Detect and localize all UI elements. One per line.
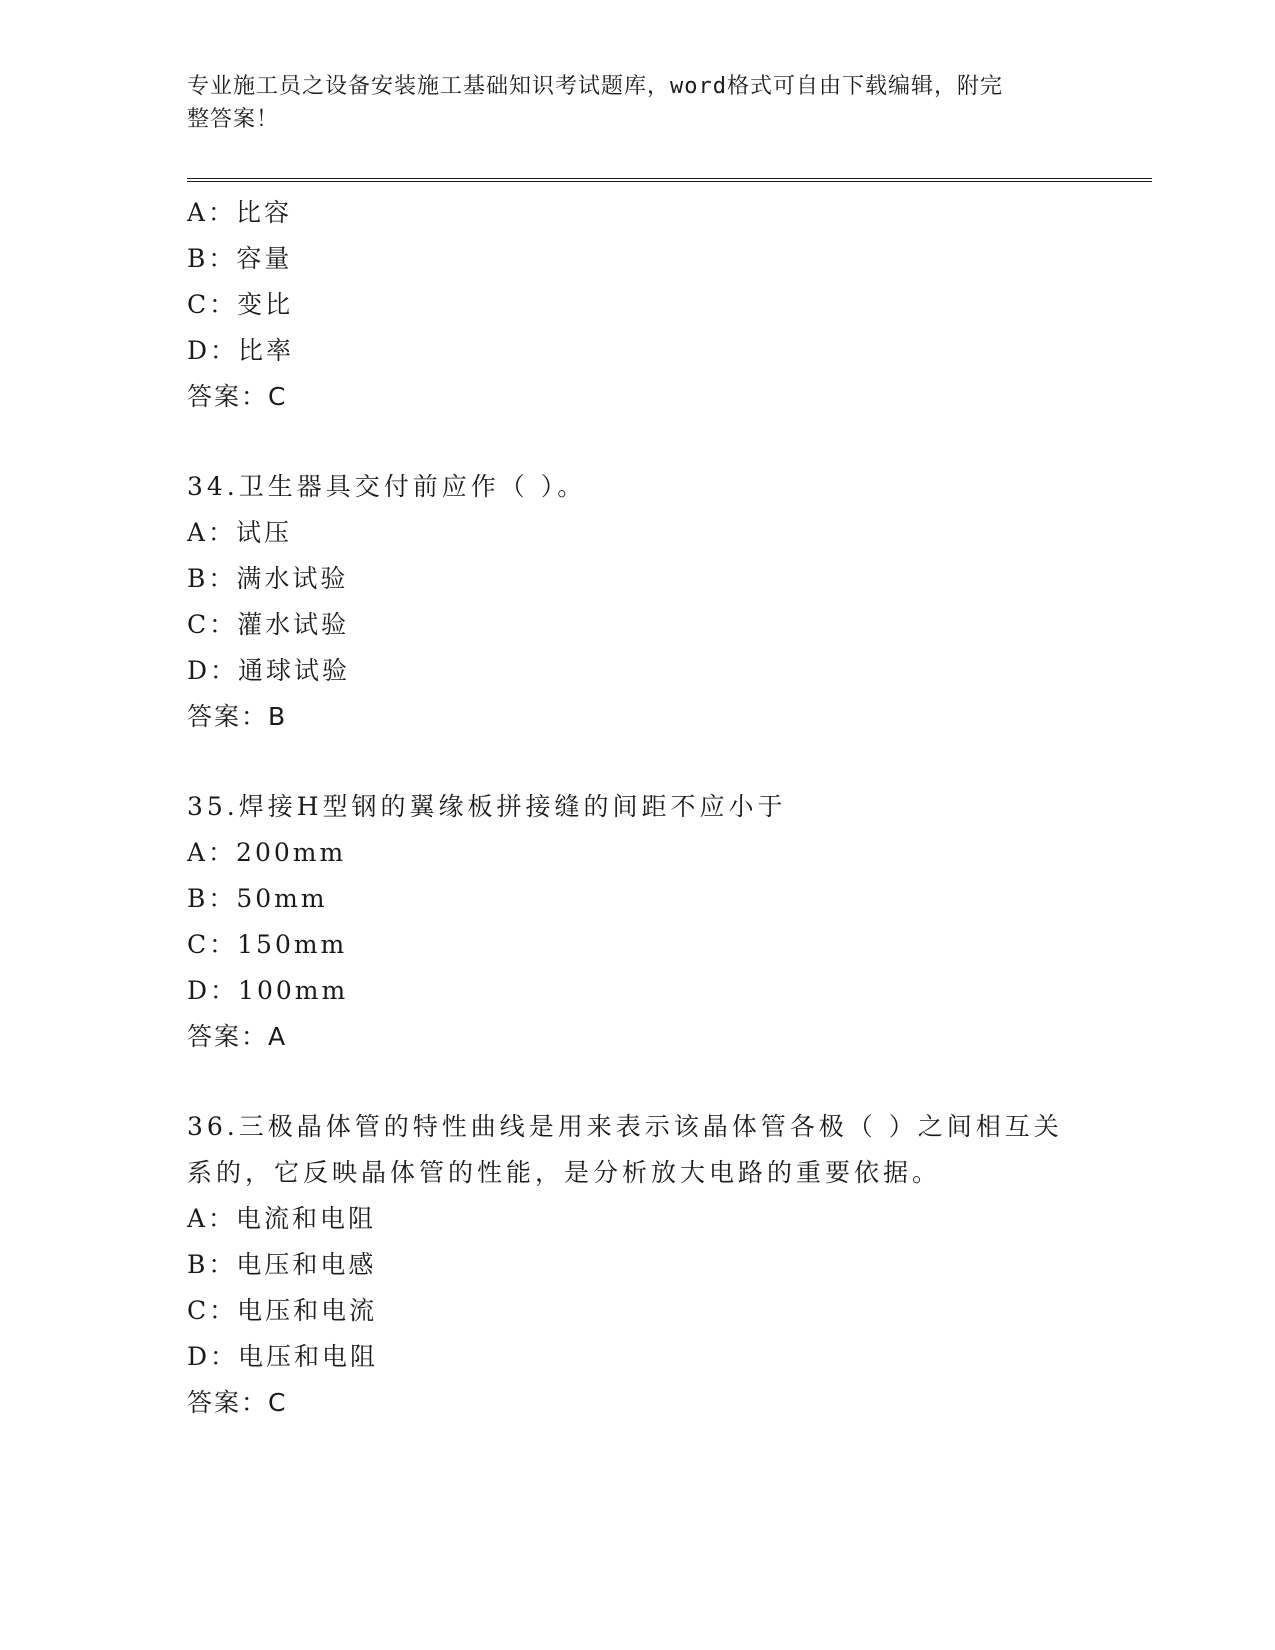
answer: 答案：C (187, 1388, 288, 1417)
option-d: D：电压和电阻 (187, 1342, 379, 1371)
option-a: A：200mm (187, 838, 347, 867)
question-34 (187, 464, 1087, 740)
option-c: C：150mm (187, 930, 348, 959)
header-title-line-2: 整答案！ (187, 107, 280, 132)
option-d: D：通球试验 (187, 656, 351, 685)
option-b: B：电压和电感 (187, 1250, 377, 1279)
option-c: C：电压和电流 (187, 1296, 378, 1325)
question-list (187, 190, 1087, 1426)
document-header (187, 70, 1067, 136)
answer: 答案：B (187, 702, 288, 731)
option-c: C：变比 (187, 290, 294, 319)
option-b: B：容量 (187, 244, 293, 273)
question-stem: 35.焊接H型钢的翼缘板拼接缝的间距不应小于 (187, 792, 787, 821)
header-divider (187, 178, 1152, 182)
option-d: D：比率 (187, 336, 295, 365)
option-c: C：灌水试验 (187, 610, 350, 639)
question-33 (187, 190, 1087, 420)
option-a: A：电流和电阻 (187, 1204, 377, 1233)
question-36 (187, 1104, 1087, 1426)
question-stem-line-1: 36.三极晶体管的特性曲线是用来表示该晶体管各极（ ）之间相互关 (187, 1112, 1063, 1141)
option-b: B：满水试验 (187, 564, 349, 593)
question-stem-line-2: 系的，它反映晶体管的性能，是分析放大电路的重要依据。 (187, 1158, 942, 1187)
answer: 答案：A (187, 1022, 288, 1051)
option-a: A：试压 (187, 518, 293, 547)
option-d: D：100mm (187, 976, 349, 1005)
answer: 答案：C (187, 382, 288, 411)
header-title-line-1: 专业施工员之设备安装施工基础知识考试题库，word格式可自由下载编辑，附完 (187, 74, 1003, 99)
option-b: B：50mm (187, 884, 328, 913)
option-a: A：比容 (187, 198, 293, 227)
question-35 (187, 784, 1087, 1060)
question-stem: 34.卫生器具交付前应作（ ）。 (187, 472, 587, 501)
